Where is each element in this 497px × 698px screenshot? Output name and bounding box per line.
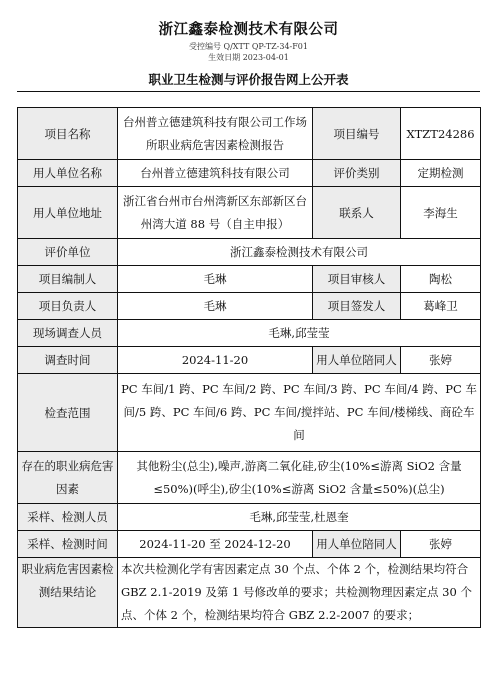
disclosure-table <box>17 107 481 628</box>
row-samplers <box>18 504 481 531</box>
project-name-value: 台州普立德建筑科技有限公司工作场所职业病危害因素检测报告 <box>118 108 313 160</box>
contact-value: 李海生 <box>401 187 481 239</box>
row-conclusion <box>18 558 481 628</box>
address-value: 浙江省台州市台州湾新区东部新区台州湾大道 88 号（自主申报） <box>118 187 313 239</box>
project-no-value: XTZT24286 <box>401 108 481 160</box>
surveyors-label: 现场调查人员 <box>18 320 118 347</box>
row-eval-unit <box>18 239 481 266</box>
effective-date: 生效日期 2023-04-01 <box>208 53 289 62</box>
project-no-label: 项目编号 <box>313 108 401 160</box>
company-name: 浙江鑫泰检测技术有限公司 <box>158 21 339 38</box>
leader-value: 毛琳 <box>118 293 313 320</box>
control-number: 受控编号 Q/XTT QP-TZ-34-F01 <box>189 42 308 51</box>
compiler-label: 项目编制人 <box>18 266 118 293</box>
escort2-label: 用人单位陪同人 <box>313 531 401 558</box>
conclusion-label: 职业病危害因素检测结果结论 <box>18 558 118 628</box>
escort-value: 张婷 <box>401 347 481 374</box>
survey-date-value: 2024-11-20 <box>118 347 313 374</box>
employer-value: 台州普立德建筑科技有限公司 <box>118 160 313 187</box>
eval-type-value: 定期检测 <box>401 160 481 187</box>
signer-value: 葛峰卫 <box>401 293 481 320</box>
row-surveyors <box>18 320 481 347</box>
eval-unit-value: 浙江鑫泰检测技术有限公司 <box>118 239 481 266</box>
row-scope <box>18 374 481 452</box>
row-leader <box>18 293 481 320</box>
row-survey-date <box>18 347 481 374</box>
row-sampling-period <box>18 531 481 558</box>
survey-date-label: 调查时间 <box>18 347 118 374</box>
row-address <box>18 187 481 239</box>
row-hazards <box>18 452 481 504</box>
employer-label: 用人单位名称 <box>18 160 118 187</box>
sampling-period-value: 2024-11-20 至 2024-12-20 <box>118 531 313 558</box>
form-title: 职业卫生检测与评价报告网上公开表 <box>148 72 349 87</box>
hazards-label: 存在的职业病危害因素 <box>18 452 118 504</box>
header-divider <box>17 91 480 92</box>
conclusion-value: 本次共检测化学有害因素定点 30 个点、个体 2 个，检测结果均符合 GBZ 2.1-2019 及第 1 号修改单的要求；共检测物理因素定点 30 个点、个体 2 个，检测结果均符合 GBZ 2.2-2007 的要求； <box>118 558 481 628</box>
reviewer-value: 陶松 <box>401 266 481 293</box>
escort-label: 用人单位陪同人 <box>313 347 401 374</box>
samplers-label: 采样、检测人员 <box>18 504 118 531</box>
row-employer <box>18 160 481 187</box>
row-compiler <box>18 266 481 293</box>
samplers-value: 毛琳,邱莹莹,杜恩奎 <box>118 504 481 531</box>
contact-label: 联系人 <box>313 187 401 239</box>
scope-label: 检查范围 <box>18 374 118 452</box>
leader-label: 项目负责人 <box>18 293 118 320</box>
escort2-value: 张婷 <box>401 531 481 558</box>
scope-value: PC 车间/1 跨、PC 车间/2 跨、PC 车间/3 跨、PC 车间/4 跨、PC 车间/5 跨、PC 车间/6 跨、PC 车间/搅拌站、PC 车间/楼梯线、商砼车间 <box>118 374 481 452</box>
compiler-value: 毛琳 <box>118 266 313 293</box>
sampling-period-label: 采样、检测时间 <box>18 531 118 558</box>
project-name-label: 项目名称 <box>18 108 118 160</box>
surveyors-value: 毛琳,邱莹莹 <box>118 320 481 347</box>
signer-label: 项目签发人 <box>313 293 401 320</box>
address-label: 用人单位地址 <box>18 187 118 239</box>
eval-unit-label: 评价单位 <box>18 239 118 266</box>
eval-type-label: 评价类别 <box>313 160 401 187</box>
reviewer-label: 项目审核人 <box>313 266 401 293</box>
row-project-name <box>18 108 481 160</box>
hazards-value: 其他粉尘(总尘),噪声,游离二氧化硅,矽尘(10%≤游离 SiO2 含量≤50%)(呼尘),矽尘(10%≤游离 SiO2 含量≤50%)(总尘) <box>118 452 481 504</box>
